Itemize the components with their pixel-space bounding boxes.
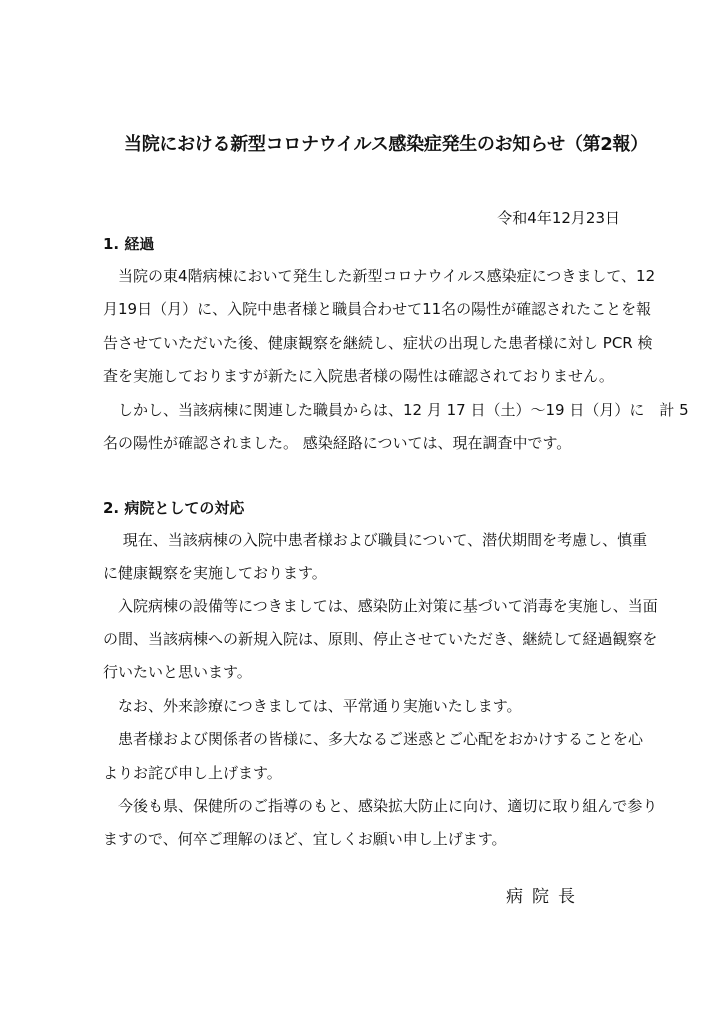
- paragraph-line: しかし、当該病棟に関連した職員からは、12 月 17 日（土）～19 日（月）に 計 5: [103, 401, 689, 419]
- paragraph-line: よりお詫び申し上げます。: [103, 764, 282, 782]
- notice-date: 令和4年12月23日: [497, 209, 620, 227]
- paragraph-line: 査を実施しておりますが新たに入院患者様の陽性は確認されておりません。: [103, 367, 614, 385]
- section-heading: 1. 経過: [103, 235, 155, 253]
- paragraph-line: に健康観察を実施しております。: [103, 564, 327, 582]
- signature: 病院長: [506, 887, 584, 907]
- notice-title: 当院における新型コロナウイルス感染症発生のお知らせ（第2報）: [124, 134, 648, 155]
- paragraph-line: 行いたいと思います。: [103, 663, 252, 681]
- paragraph-line: 現在、当該病棟の入院中患者様および職員について、潜伏期間を考慮し、慎重: [103, 531, 648, 549]
- paragraph-line: 月19日（月）に、入院中患者様と職員合わせて11名の陽性が確認されたことを報: [103, 300, 652, 318]
- section-heading: 2. 病院としての対応: [103, 499, 245, 517]
- paragraph-line: ますので、何卒ご理解のほど、宜しくお願い申し上げます。: [103, 830, 507, 848]
- paragraph-line: 患者様および関係者の皆様に、多大なるご迷惑とご心配をおかけすることを心: [103, 730, 644, 748]
- paragraph-line: 告させていただいた後、健康観察を継続し、症状の出現した患者様に対し PCR 検: [103, 334, 653, 352]
- paragraph-line: 入院病棟の設備等につきましては、感染防止対策に基づいて消毒を実施し、当面: [103, 597, 658, 615]
- paragraph-line: の間、当該病棟への新規入院は、原則、停止させていただき、継続して経過観察を: [103, 630, 658, 648]
- paragraph-line: 当院の東4階病棟において発生した新型コロナウイルス感染症につきまして、12: [103, 267, 656, 285]
- paragraph-line: なお、外来診療につきましては、平常通り実施いたします。: [103, 697, 522, 715]
- paragraph-line: 今後も県、保健所のご指導のもと、感染拡大防止に向け、適切に取り組んで参り: [103, 797, 658, 815]
- paragraph-line: 名の陽性が確認されました。 感染経路については、現在調査中です。: [103, 434, 572, 452]
